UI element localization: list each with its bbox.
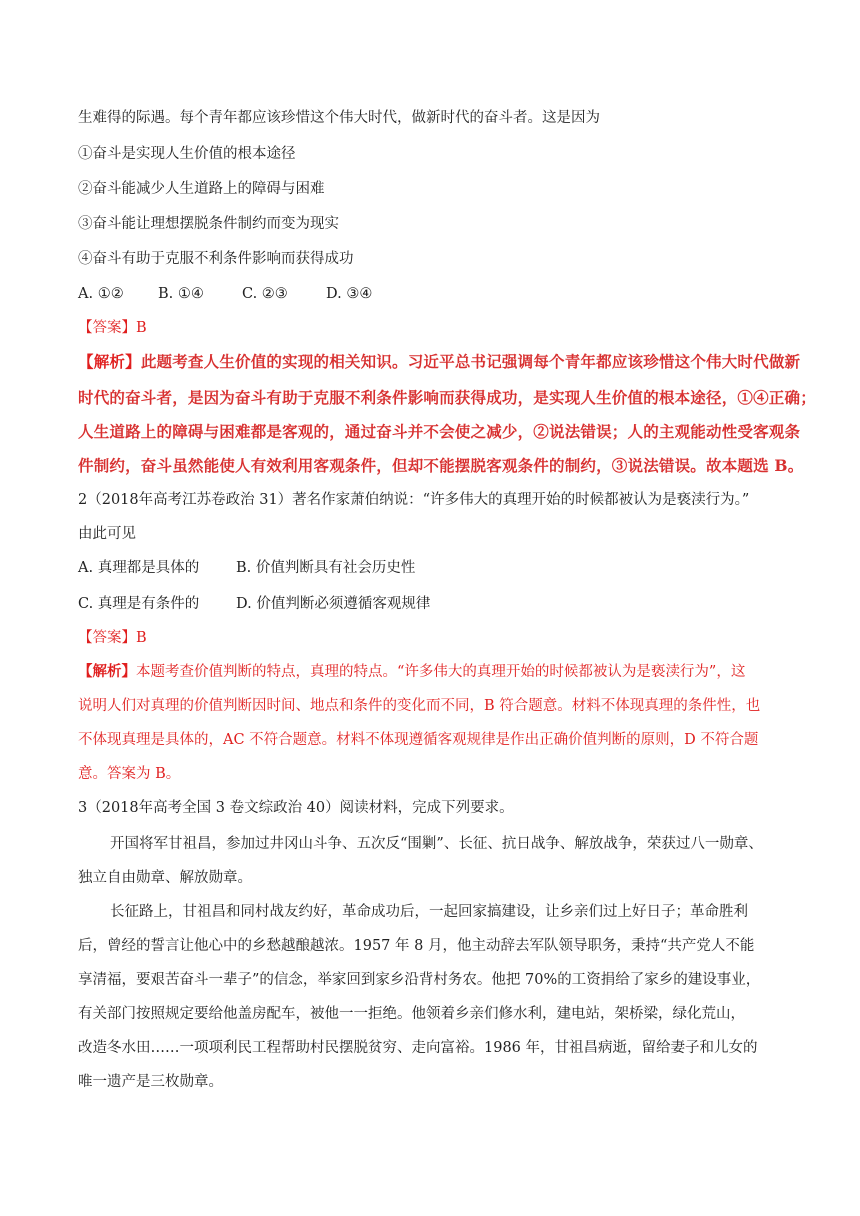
q1-answer-value: B bbox=[136, 320, 147, 336]
q2-stem-line-2: 由此可见 bbox=[78, 526, 136, 542]
q3-para2-line-6: 唯一遗产是三枚勋章。 bbox=[78, 1074, 223, 1090]
q1-option-d: D. ③④ bbox=[326, 286, 373, 302]
q2-answer-label: 【答案】 bbox=[78, 630, 136, 646]
q1-explain-text-1: 此题考查人生价值的实现的相关知识。习近平总书记强调每个青年都应该珍惜这个伟大时代做新 bbox=[140, 352, 801, 371]
q1-option-b: B. ①④ bbox=[158, 286, 204, 302]
q3-stem: 3（2018年高考全国 3 卷文综政治 40）阅读材料，完成下列要求。 bbox=[78, 800, 514, 816]
q2-explain-label: 【解析】 bbox=[78, 663, 136, 680]
q2-options-row-1 bbox=[78, 558, 415, 578]
q1-options bbox=[78, 284, 372, 304]
q2-options-row-2 bbox=[78, 594, 430, 614]
q1-item-2: ②奋斗能减少人生道路上的障碍与困难 bbox=[78, 181, 325, 197]
q1-answer bbox=[78, 318, 147, 338]
q2-explain-text-1: 本题考查价值判断的特点，真理的特点。“许多伟大的真理开始的时候都被认为是亵渎行为”，这 bbox=[136, 664, 746, 680]
q1-option-c: C. ②③ bbox=[242, 286, 288, 302]
q1-answer-label: 【答案】 bbox=[78, 320, 136, 336]
q2-option-c: C. 真理是有条件的 bbox=[78, 596, 200, 612]
q2-explain-line-2: 说明人们对真理的价值判断因时间、地点和条件的变化而不同，B 符合题意。材料不体现真理的条件性，也 bbox=[78, 698, 761, 714]
q2-answer-value: B bbox=[136, 630, 147, 646]
q2-explain-line-3: 不体现真理是具体的，AC 不符合题意。材料不体现遵循客观规律是作出正确价值判断的原则，D 不符合题 bbox=[78, 732, 759, 748]
q1-stem-tail: 生难得的际遇。每个青年都应该珍惜这个伟大时代，做新时代的奋斗者。这是因为 bbox=[78, 110, 600, 126]
q1-explain-label: 【解析】 bbox=[78, 352, 141, 371]
q1-explain-line-3: 人生道路上的障碍与困难都是客观的，通过奋斗并不会使之减少，②说法错误；人的主观能动性受客观条 bbox=[78, 422, 801, 441]
q1-explain-line-4: 件制约，奋斗虽然能使人有效利用客观条件，但却不能摆脱客观条件的制约，③说法错误。故本题选 B。 bbox=[78, 456, 804, 475]
q1-explain-line-1 bbox=[78, 352, 800, 372]
q3-para1-line-1: 开国将军甘祖昌，参加过井冈山斗争、五次反“围剿”、长征、抗日战争、解放战争，荣获过八一勋章、 bbox=[110, 836, 763, 852]
q2-explain-line-4: 意。答案为 B。 bbox=[78, 766, 181, 782]
q1-explain-line-2: 时代的奋斗者，是因为奋斗有助于克服不利条件影响而获得成功，是实现人生价值的根本途径，①④正确； bbox=[78, 388, 816, 407]
q2-stem-line-1: 2（2018年高考江苏卷政治 31）著名作家萧伯纳说：“许多伟大的真理开始的时候都被认为是亵渎行为。” bbox=[78, 492, 750, 508]
q2-explain-line-1 bbox=[78, 662, 745, 682]
q3-para2-line-5: 改造冬水田……一项项利民工程帮助村民摆脱贫穷、走向富裕。1986 年，甘祖昌病逝，留给妻子和儿女的 bbox=[78, 1040, 758, 1056]
q1-item-3: ③奋斗能让理想摆脱条件制约而变为现实 bbox=[78, 216, 339, 232]
q2-answer bbox=[78, 628, 147, 648]
q2-option-d: D. 价值判断必须遵循客观规律 bbox=[236, 596, 431, 612]
q1-item-1: ①奋斗是实现人生价值的根本途径 bbox=[78, 146, 296, 162]
q3-para2-line-2: 后，曾经的誓言让他心中的乡愁越酿越浓。1957 年 8 月，他主动辞去军队领导职务，秉持“共产党人不能 bbox=[78, 938, 755, 954]
q3-para2-line-1: 长征路上，甘祖昌和同村战友约好，革命成功后，一起回家搞建设，让乡亲们过上好日子；革命胜利 bbox=[110, 904, 748, 920]
q3-para2-line-3: 享清福，要艰苦奋斗一辈子”的信念，举家回到家乡沿背村务农。他把 70%的工资捐给了家乡的建设事业， bbox=[78, 972, 761, 988]
q2-option-a: A. 真理都是具体的 bbox=[78, 560, 200, 576]
q1-item-4: ④奋斗有助于克服不利条件影响而获得成功 bbox=[78, 251, 354, 267]
q1-option-a: A. ①② bbox=[78, 286, 124, 302]
q3-para1-line-2: 独立自由勋章、解放勋章。 bbox=[78, 870, 252, 886]
q3-para2-line-4: 有关部门按照规定要给他盖房配车，被他一一拒绝。他领着乡亲们修水利，建电站，架桥梁，绿化荒山， bbox=[78, 1006, 745, 1022]
q2-option-b: B. 价值判断具有社会历史性 bbox=[236, 560, 416, 576]
